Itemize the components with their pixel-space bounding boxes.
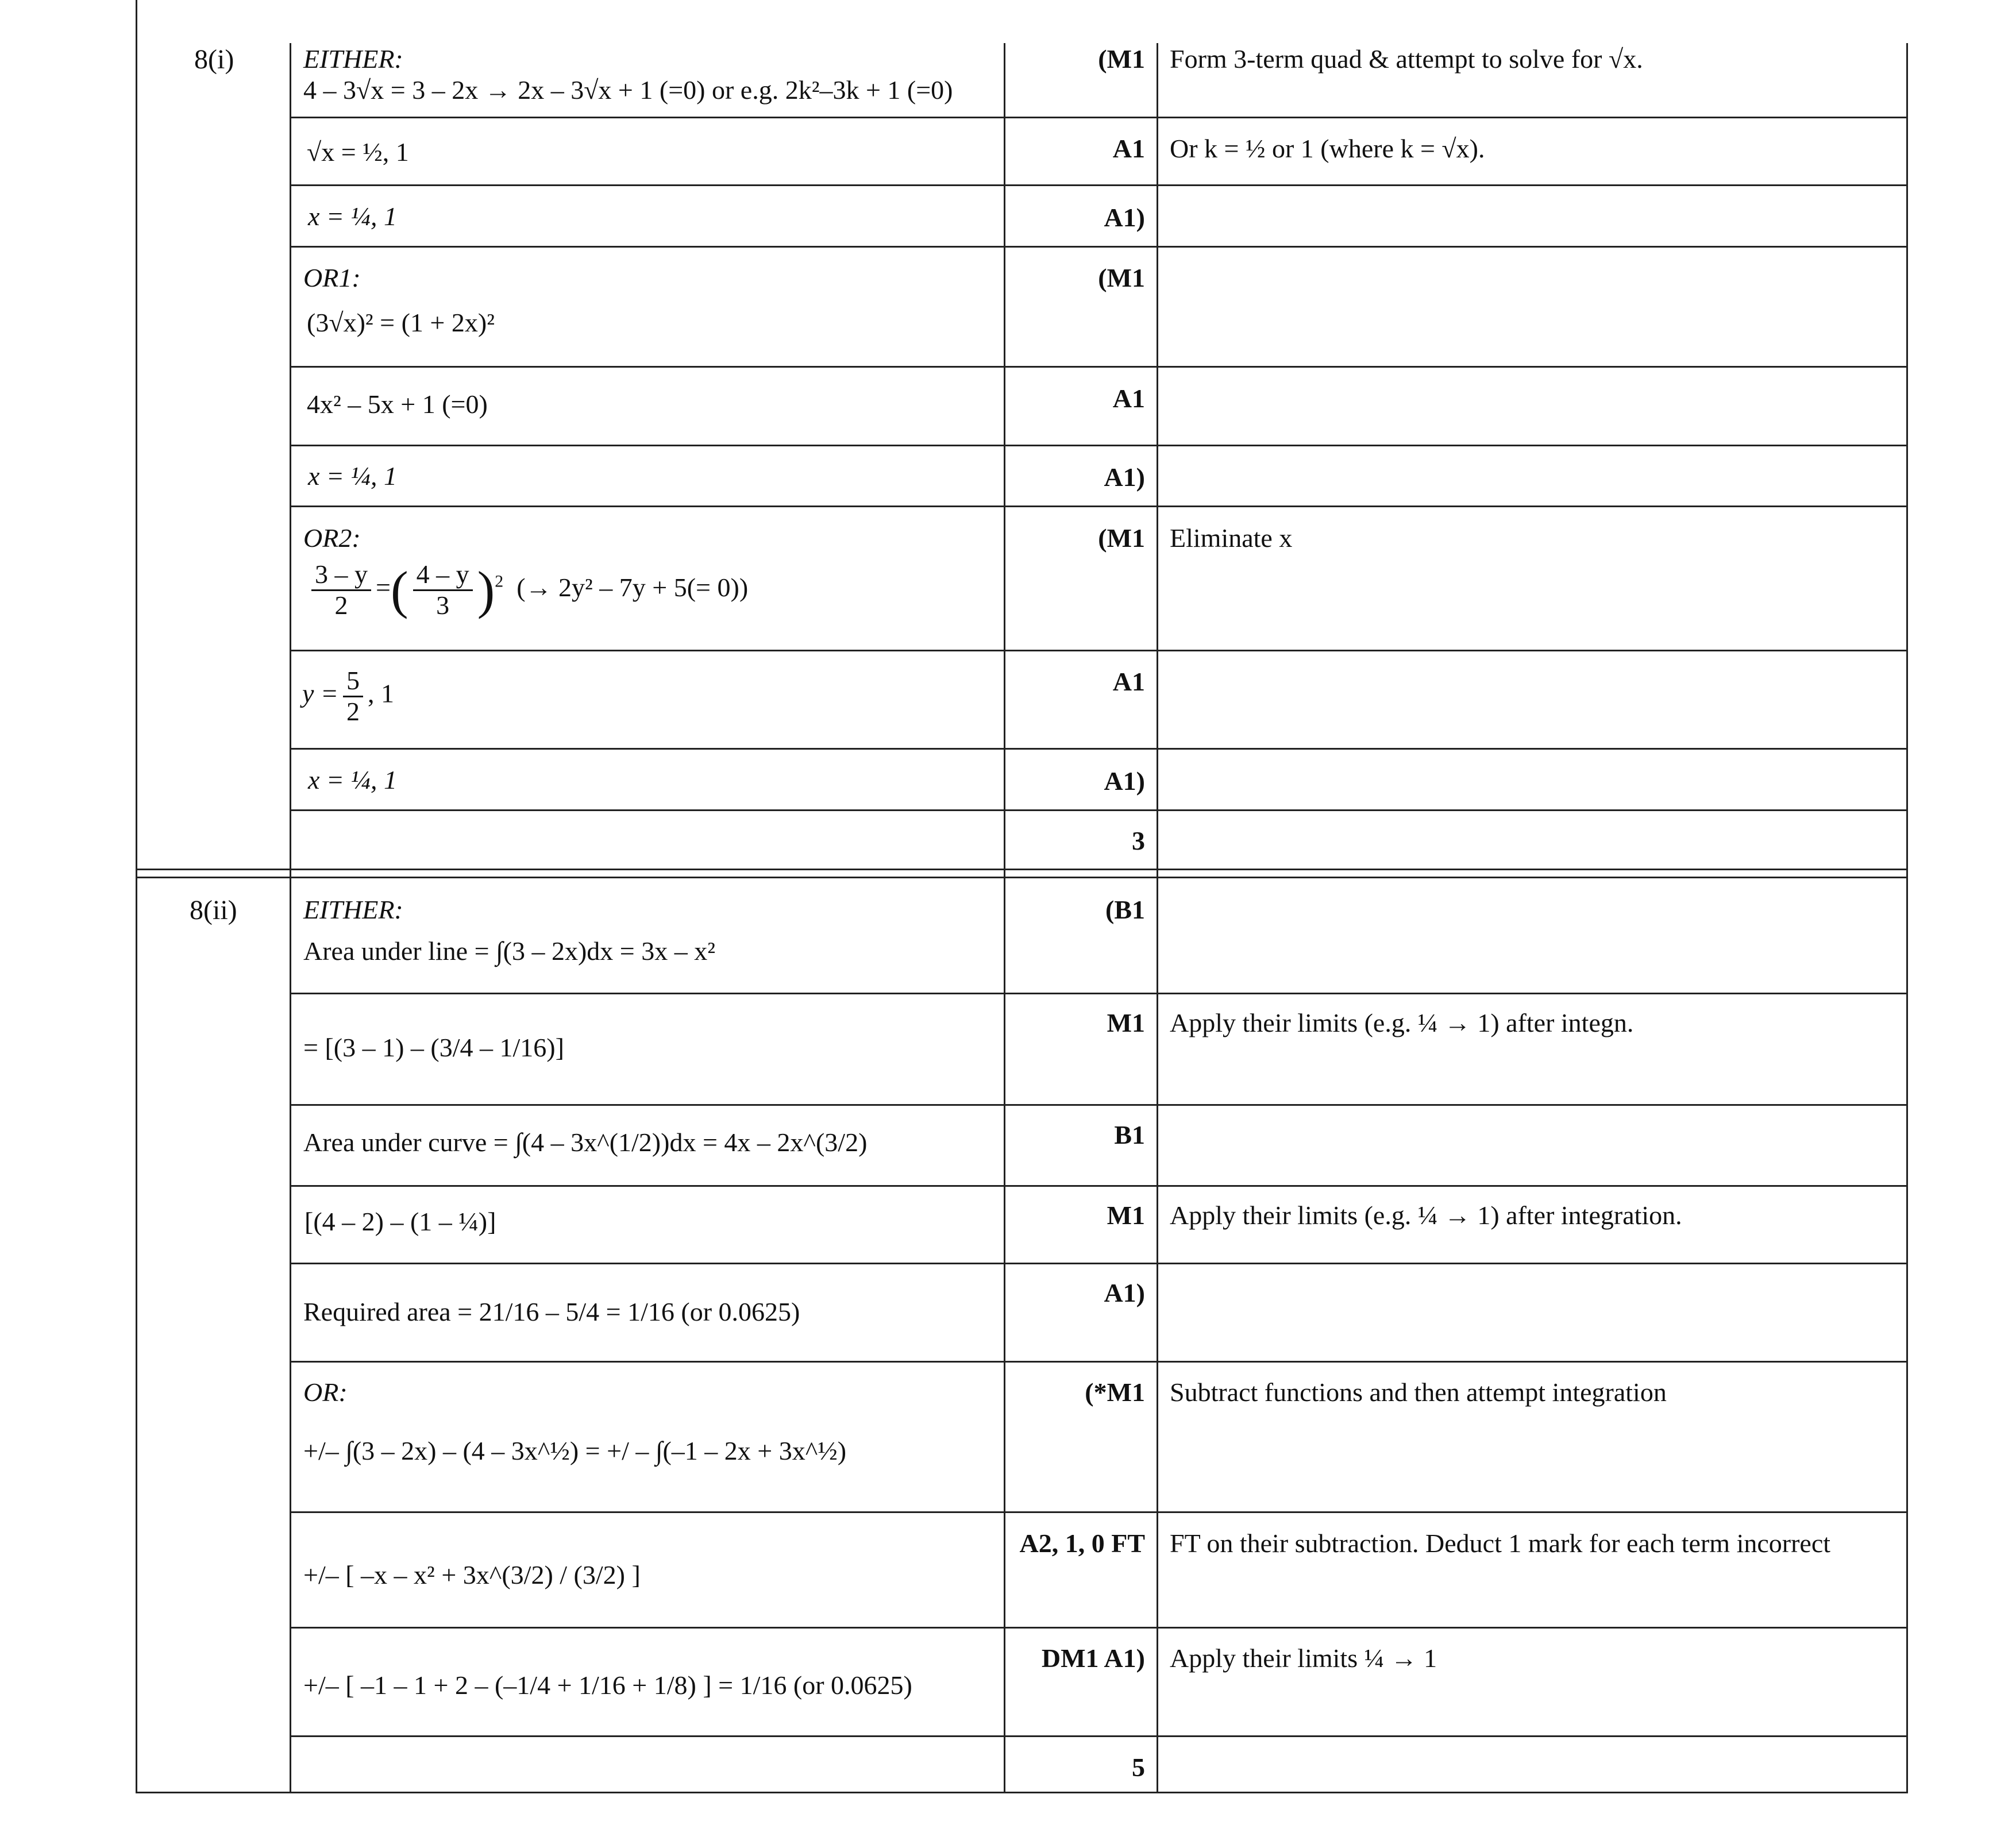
mark: (B1 xyxy=(1105,895,1145,924)
answer-line: x = ¼, 1 xyxy=(308,202,397,231)
method-label: OR2: xyxy=(303,523,361,553)
answer-line: = [(3 – 1) – (3/4 – 1/16)] xyxy=(303,1033,564,1062)
guidance: Apply their limits ¼ → 1 xyxy=(1170,1643,1437,1673)
bracket-right: ) xyxy=(477,561,495,619)
row-line xyxy=(290,1263,1908,1264)
section-divider xyxy=(136,869,1908,870)
row-line xyxy=(290,1735,1908,1737)
row-line xyxy=(290,506,1908,507)
mark: M1 xyxy=(1107,1201,1145,1230)
method-label: EITHER: xyxy=(303,895,403,924)
row-line xyxy=(290,650,1908,651)
row-line xyxy=(290,993,1908,994)
section-divider xyxy=(136,877,1908,878)
row-line xyxy=(290,1185,1908,1187)
question-number: 8(i) xyxy=(194,44,234,75)
mark: A1) xyxy=(1104,1278,1145,1307)
answer-line: +/– ∫(3 – 2x) – (4 – 3x^½) = +/ – ∫(–1 – 2x + 3x^½) xyxy=(303,1436,847,1465)
total-mark: 5 xyxy=(1132,1753,1145,1782)
mark: A1 xyxy=(1112,384,1145,413)
answer-line: Required area = 21/16 – 5/4 = 1/16 (or 0.0625) xyxy=(303,1297,800,1326)
row-line xyxy=(290,1361,1908,1363)
row-line xyxy=(290,117,1908,118)
mark: (M1 xyxy=(1098,263,1145,292)
mark: B1 xyxy=(1114,1120,1145,1149)
row-line xyxy=(290,366,1908,368)
fraction: $\frac{3 - y}{2}$ xyxy=(311,560,371,620)
answer-line: +/– [ –x – x² + 3x^(3/2) / (3/2) ] xyxy=(303,1560,641,1589)
method-label: OR: xyxy=(303,1377,348,1407)
row-line xyxy=(290,1511,1908,1513)
row-line xyxy=(290,184,1908,186)
guidance: FT on their subtraction. Deduct 1 mark for each term incorrect xyxy=(1170,1529,1831,1558)
fraction: $\frac{4 - y}{3}$ xyxy=(413,560,473,620)
guidance: Subtract functions and then attempt integration xyxy=(1170,1377,1667,1407)
mark: A1) xyxy=(1104,766,1145,796)
guidance: Or k = ½ or 1 (where k = √x). xyxy=(1170,134,1485,163)
row-line xyxy=(290,1627,1908,1629)
mark: A2, 1, 0 FT xyxy=(1019,1529,1145,1558)
row-line xyxy=(290,748,1908,750)
answer-line: 4x² – 5x + 1 (=0) xyxy=(307,389,488,419)
guidance: Form 3-term quad & attempt to solve for √x. xyxy=(1170,44,1643,74)
col-divider-question xyxy=(290,43,291,1793)
question-number: 8(ii) xyxy=(190,895,237,925)
bracket-left: ( xyxy=(390,561,408,619)
guidance: Apply their limits (e.g. ¼ → 1) after integn. xyxy=(1170,1008,1634,1037)
row-line xyxy=(290,445,1908,446)
table-bottom-border xyxy=(136,1792,1908,1793)
guidance: Apply their limits (e.g. ¼ → 1) after integration. xyxy=(1170,1201,1682,1230)
mark: M1 xyxy=(1107,1008,1145,1037)
mark: (M1 xyxy=(1098,44,1145,74)
fraction: $\frac{5}{2}$ xyxy=(343,666,363,726)
mark: (M1 xyxy=(1098,523,1145,553)
row-line xyxy=(290,246,1908,248)
method-label: OR1: xyxy=(303,263,361,292)
answer-line: 4 – 3√x = 3 – 2x → 2x – 3√x + 1 (=0) or e.g. 2k²–3k + 1 (=0) xyxy=(303,75,953,105)
method-label: EITHER: xyxy=(303,44,403,74)
answer-line: [(4 – 2) – (1 – ¼)] xyxy=(304,1207,496,1236)
mark: A1) xyxy=(1104,203,1145,232)
answer-line: √x = ½, 1 xyxy=(307,137,409,167)
answer-line: Area under curve = ∫(4 – 3x^(1/2))dx = 4x – 2x^(3/2) xyxy=(303,1128,868,1157)
total-mark: 3 xyxy=(1132,826,1145,855)
mark: A1) xyxy=(1104,462,1145,492)
row-line xyxy=(290,809,1908,811)
col-divider-mark xyxy=(1157,43,1158,1793)
mark: (*M1 xyxy=(1085,1377,1145,1407)
answer-line: (3√x)² = (1 + 2x)² xyxy=(307,308,495,337)
mark: A1 xyxy=(1112,667,1145,696)
mark: A1 xyxy=(1112,134,1145,163)
answer-line: +/– [ –1 – 1 + 2 – (–1/4 + 1/16 + 1/8) ] = 1/16 (or 0.0625) xyxy=(303,1670,912,1700)
table-left-border xyxy=(136,0,137,1793)
answer-line: x = ¼, 1 xyxy=(308,765,397,794)
answer-line: $\frac{3 - y}{2}$ =( $\frac{4 - y}{3}$ )$^2$ (→ 2y² – 7y + 5(= 0)) xyxy=(307,557,748,623)
answer-line: x = ¼, 1 xyxy=(308,461,397,491)
answer-line: y = $\frac{5}{2}$ , 1 xyxy=(302,666,394,726)
guidance: Eliminate x xyxy=(1170,523,1293,553)
mark: DM1 A1) xyxy=(1041,1643,1145,1673)
col-divider-answer xyxy=(1004,43,1005,1793)
row-line xyxy=(290,1104,1908,1106)
answer-line: Area under line = ∫(3 – 2x)dx = 3x – x² xyxy=(303,936,715,966)
table-right-border xyxy=(1906,43,1908,1793)
